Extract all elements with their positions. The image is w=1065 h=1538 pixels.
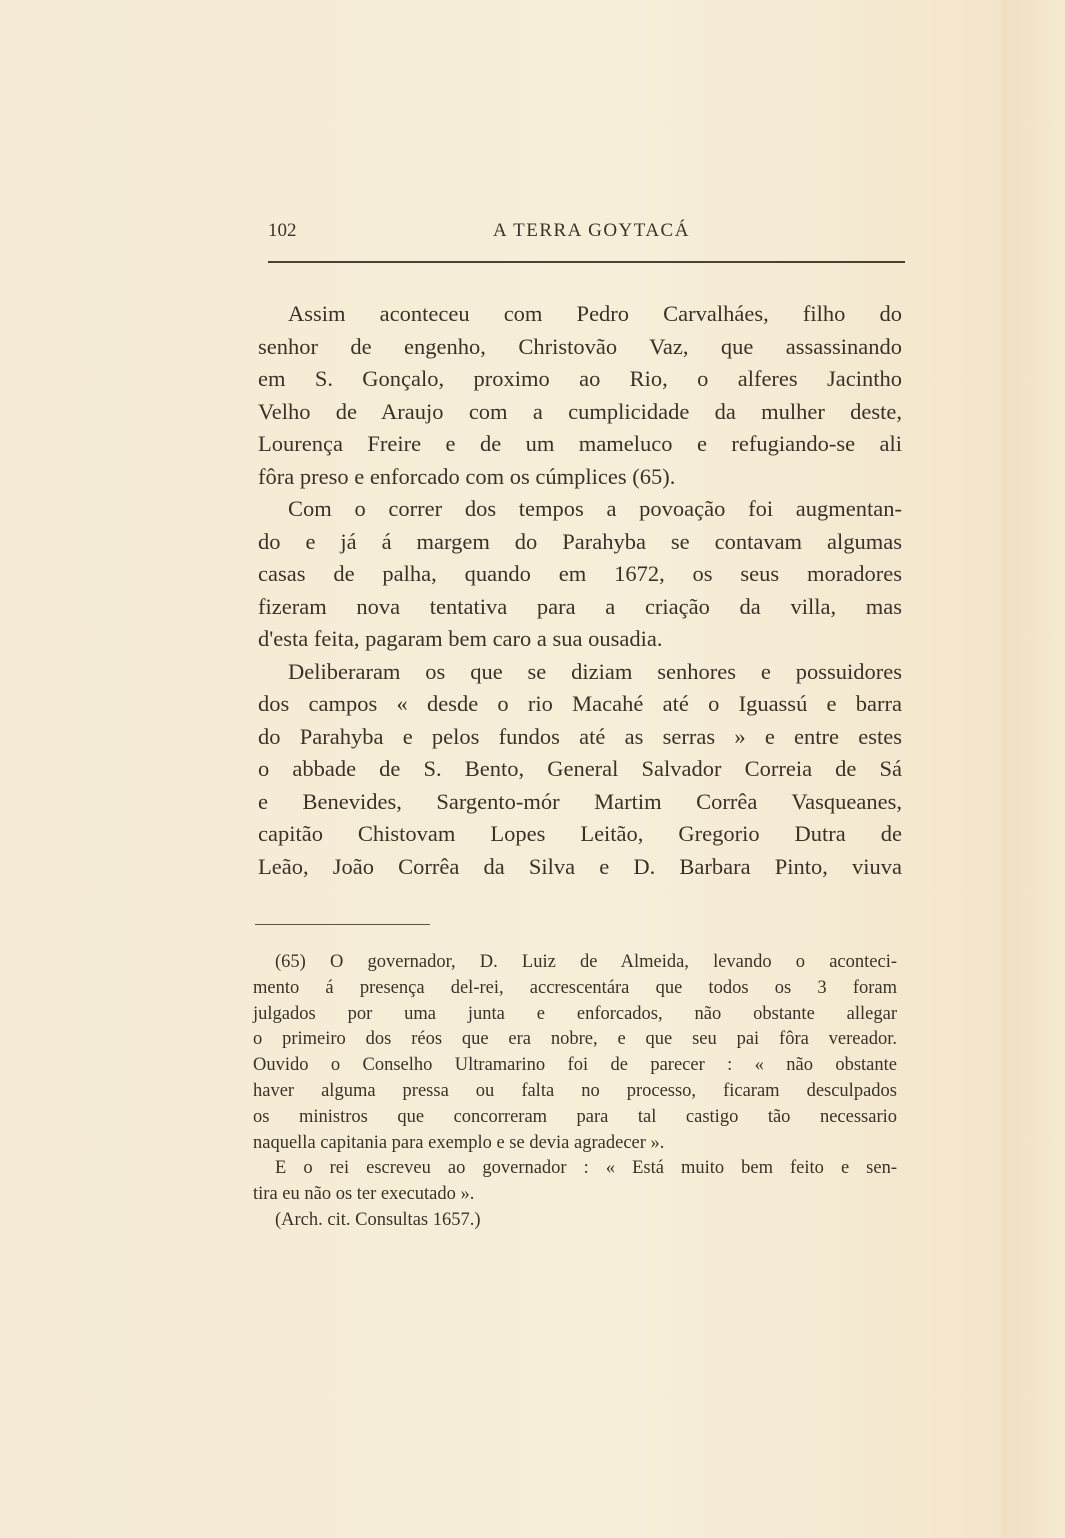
footnote-line: julgados por uma junta e enforcados, não obstante allegar	[253, 1003, 897, 1024]
footnote	[253, 950, 897, 1234]
text-line: Deliberaram os que se diziam senhores e possuidores	[288, 658, 902, 684]
text-line: senhor de engenho, Christovão Vaz, que assassinando	[258, 333, 902, 359]
text-line: Lourença Freire e de um mameluco e refugiando-se ali	[258, 431, 902, 456]
text-line: casas de palha, quando em 1672, os seus moradores	[258, 561, 902, 586]
page-number: 102	[268, 220, 297, 241]
text-line: do Parahyba e pelos fundos até as serras » e entre estes	[258, 723, 902, 749]
text-line: em S. Gonçalo, proximo ao Rio, o alferes Jacintho	[258, 366, 902, 391]
text-line: fizeram nova tentativa para a criação da villa, mas	[258, 593, 902, 619]
footnote-line: (Arch. cit. Consultas 1657.)	[275, 1209, 481, 1230]
footnote-line: haver alguma pressa ou falta no processo, ficaram desculpados	[253, 1080, 897, 1101]
text-line: Velho de Araujo com a cumplicidade da mulher deste,	[258, 398, 902, 424]
footnote-line: os ministros que concorreram para tal castigo tão necessario	[253, 1106, 897, 1127]
running-header	[268, 220, 905, 248]
footnote-rule	[255, 924, 430, 925]
text-line: d'esta feita, pagaram bem caro a sua ousadia.	[258, 626, 663, 651]
page-edge-shadow	[1003, 0, 1065, 1538]
footnote-line: E o rei escreveu ao governador : « Está muito bem feito e sen-	[275, 1158, 897, 1179]
text-line: Com o correr dos tempos a povoação foi augmentan-	[288, 496, 902, 521]
footnote-line: o primeiro dos réos que era nobre, e que seu pai fôra vereador.	[253, 1029, 897, 1050]
footnote-line: tira eu não os ter executado ».	[253, 1184, 475, 1205]
footnote-line: Ouvido o Conselho Ultramarino foi de parecer : « não obstante	[253, 1055, 897, 1076]
body-text	[258, 298, 902, 883]
text-line: do e já á margem do Parahyba se contavam algumas	[258, 528, 902, 554]
text-line: Assim aconteceu com Pedro Carvalháes, filho do	[288, 301, 902, 326]
text-line: fôra preso e enforcado com os cúmplices (65).	[258, 463, 676, 489]
footnote-line: mento á presença del-rei, accrescentára que todos os 3 foram	[253, 977, 897, 998]
text-line: e Benevides, Sargento-mór Martim Corrêa Vasqueanes,	[258, 788, 902, 814]
text-line: o abbade de S. Bento, General Salvador Correia de Sá	[258, 756, 902, 781]
text-line: dos campos « desde o rio Macahé até o Iguassú e barra	[258, 691, 902, 716]
footnote-line: (65) O governador, D. Luiz de Almeida, levando o aconteci-	[275, 952, 897, 972]
running-title: A TERRA GOYTACÁ	[493, 220, 690, 241]
header-rule	[268, 261, 905, 263]
footnote-line: naquella capitania para exemplo e se devia agradecer ».	[253, 1132, 665, 1153]
text-line: capitão Chistovam Lopes Leitão, Gregorio Dutra de	[258, 821, 902, 846]
text-line: Leão, João Corrêa da Silva e D. Barbara Pinto, viuva	[258, 853, 902, 879]
